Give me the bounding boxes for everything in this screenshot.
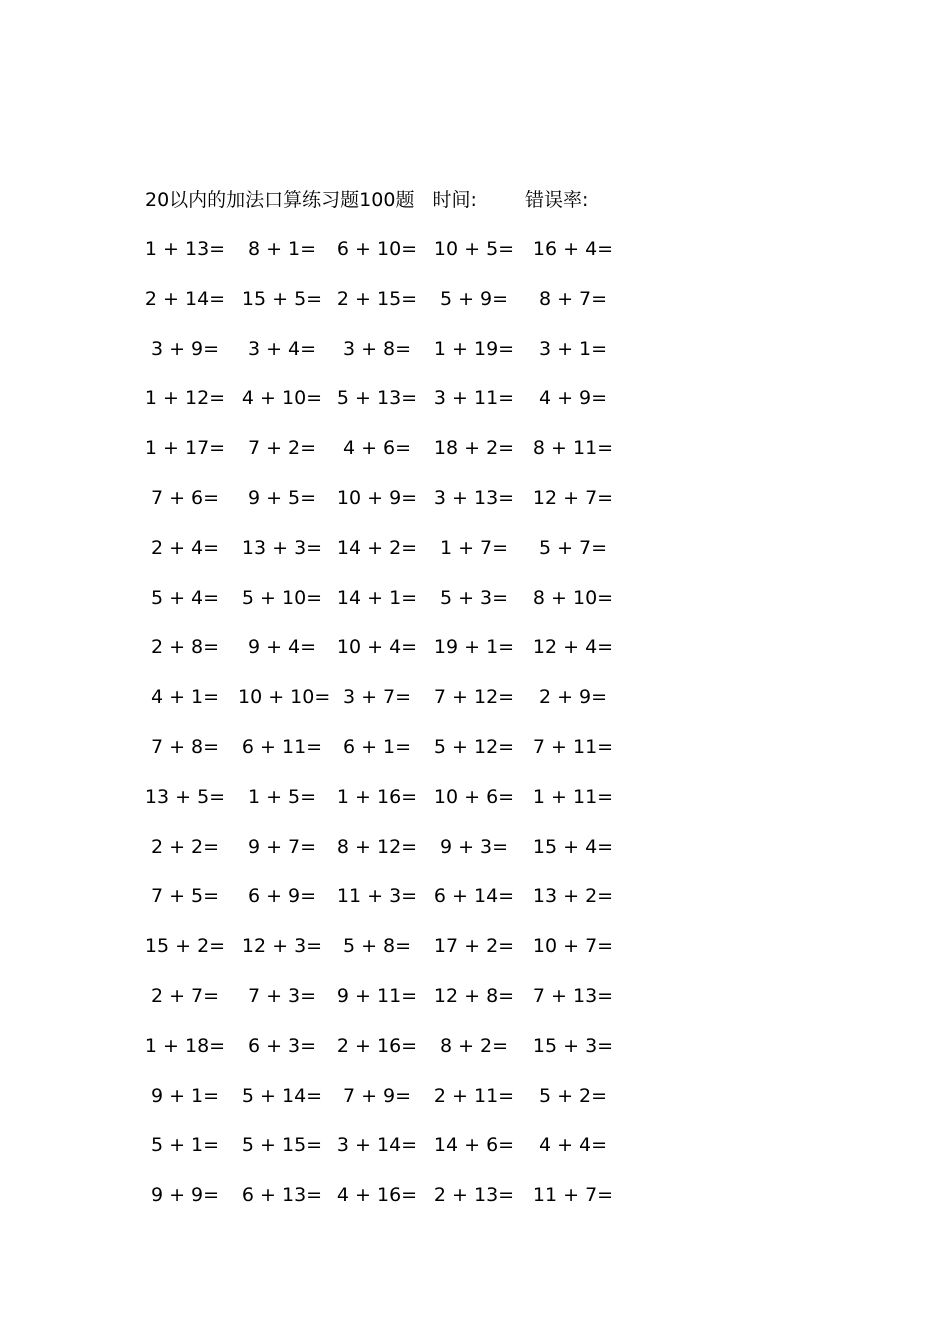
problem-item: 1 + 5=	[247, 785, 317, 808]
problem-item: 3 + 13=	[433, 486, 515, 509]
problem-item: 3 + 7=	[342, 686, 412, 709]
problem-item: 13 + 5=	[144, 785, 226, 808]
problem-item: 7 + 2=	[247, 437, 317, 460]
problem-item: 6 + 9=	[247, 885, 317, 908]
problem-row	[141, 284, 621, 334]
problem-item: 7 + 12=	[433, 686, 515, 709]
problem-item: 7 + 6=	[150, 486, 220, 509]
problem-row	[141, 981, 621, 1031]
problem-item: 5 + 4=	[150, 586, 220, 609]
problem-item: 5 + 15=	[241, 1134, 323, 1157]
problem-item: 5 + 14=	[241, 1084, 323, 1107]
problem-row	[141, 483, 621, 533]
problem-item: 3 + 9=	[150, 337, 220, 360]
problem-item: 8 + 11=	[532, 437, 614, 460]
problem-item: 8 + 12=	[336, 835, 418, 858]
problem-item: 7 + 8=	[150, 735, 220, 758]
problem-item: 5 + 8=	[342, 935, 412, 958]
problem-item: 1 + 12=	[144, 387, 226, 410]
problem-item: 5 + 1=	[150, 1134, 220, 1157]
problem-item: 2 + 16=	[336, 1034, 418, 1057]
problem-item: 3 + 4=	[247, 337, 317, 360]
problem-item: 14 + 2=	[336, 536, 418, 559]
problem-item: 6 + 14=	[433, 885, 515, 908]
problem-item: 8 + 2=	[439, 1034, 509, 1057]
problem-item: 7 + 9=	[342, 1084, 412, 1107]
problem-item: 3 + 14=	[336, 1134, 418, 1157]
problem-row	[141, 1081, 621, 1131]
problem-item: 2 + 9=	[538, 686, 608, 709]
problem-item: 2 + 15=	[336, 287, 418, 310]
problem-grid	[141, 234, 621, 1230]
problem-item: 5 + 2=	[538, 1084, 608, 1107]
problem-item: 1 + 11=	[532, 785, 614, 808]
problem-item: 4 + 9=	[538, 387, 608, 410]
problem-row	[141, 1180, 621, 1230]
problem-item: 9 + 9=	[150, 1184, 220, 1207]
problem-item: 15 + 2=	[144, 935, 226, 958]
problem-item: 4 + 10=	[241, 387, 323, 410]
problem-row	[141, 234, 621, 284]
problem-row	[141, 632, 621, 682]
problem-item: 11 + 3=	[336, 885, 418, 908]
worksheet-header	[145, 186, 588, 214]
problem-item: 1 + 17=	[144, 437, 226, 460]
problem-item: 13 + 3=	[241, 536, 323, 559]
problem-item: 5 + 10=	[241, 586, 323, 609]
problem-item: 17 + 2=	[433, 935, 515, 958]
problem-row	[141, 383, 621, 433]
worksheet-title: 20以内的加法口算练习题100题	[145, 189, 415, 211]
problem-item: 6 + 3=	[247, 1034, 317, 1057]
problem-item: 2 + 7=	[150, 984, 220, 1007]
problem-item: 10 + 7=	[532, 935, 614, 958]
problem-item: 9 + 5=	[247, 486, 317, 509]
problem-item: 18 + 2=	[433, 437, 515, 460]
problem-item: 3 + 8=	[342, 337, 412, 360]
problem-item: 1 + 19=	[433, 337, 515, 360]
problem-row	[141, 334, 621, 384]
problem-item: 4 + 6=	[342, 437, 412, 460]
problem-item: 9 + 3=	[439, 835, 509, 858]
problem-row	[141, 832, 621, 882]
problem-item: 2 + 13=	[433, 1184, 515, 1207]
problem-item: 15 + 5=	[241, 287, 323, 310]
problem-row	[141, 782, 621, 832]
problem-item: 10 + 5=	[433, 238, 515, 260]
problem-item: 1 + 13=	[144, 238, 226, 260]
problem-item: 4 + 4=	[538, 1134, 608, 1157]
problem-row	[141, 1031, 621, 1081]
problem-item: 16 + 4=	[532, 238, 614, 260]
problem-item: 6 + 10=	[336, 238, 418, 260]
problem-item: 15 + 4=	[532, 835, 614, 858]
problem-item: 2 + 11=	[433, 1084, 515, 1107]
error-rate-label: 错误率:	[524, 189, 589, 211]
problem-item: 7 + 11=	[532, 735, 614, 758]
problem-item: 9 + 7=	[247, 835, 317, 858]
problem-row	[141, 1130, 621, 1180]
problem-item: 9 + 1=	[150, 1084, 220, 1107]
problem-row	[141, 533, 621, 583]
problem-item: 12 + 3=	[241, 935, 323, 958]
problem-item: 5 + 3=	[439, 586, 509, 609]
problem-item: 2 + 2=	[150, 835, 220, 858]
problem-item: 14 + 6=	[433, 1134, 515, 1157]
problem-item: 10 + 9=	[336, 486, 418, 509]
problem-item: 4 + 1=	[150, 686, 220, 709]
problem-item: 8 + 7=	[538, 287, 608, 310]
problem-item: 10 + 4=	[336, 636, 418, 659]
problem-item: 19 + 1=	[433, 636, 515, 659]
problem-item: 7 + 3=	[247, 984, 317, 1007]
problem-item: 11 + 7=	[532, 1184, 614, 1207]
problem-item: 8 + 1=	[247, 238, 317, 260]
problem-row	[141, 931, 621, 981]
problem-item: 12 + 8=	[433, 984, 515, 1007]
problem-item: 9 + 11=	[336, 984, 418, 1007]
problem-row	[141, 881, 621, 931]
problem-item: 6 + 1=	[342, 735, 412, 758]
problem-item: 1 + 16=	[336, 785, 418, 808]
problem-item: 5 + 7=	[538, 536, 608, 559]
problem-item: 1 + 18=	[144, 1034, 226, 1057]
problem-item: 13 + 2=	[532, 885, 614, 908]
problem-item: 1 + 7=	[439, 536, 509, 559]
problem-row	[141, 682, 621, 732]
problem-item: 4 + 16=	[336, 1184, 418, 1207]
problem-item: 2 + 14=	[144, 287, 226, 310]
problem-item: 7 + 5=	[150, 885, 220, 908]
problem-item: 2 + 8=	[150, 636, 220, 659]
problem-row	[141, 732, 621, 782]
problem-item: 12 + 7=	[532, 486, 614, 509]
problem-item: 5 + 9=	[439, 287, 509, 310]
problem-item: 8 + 10=	[532, 586, 614, 609]
problem-row	[141, 433, 621, 483]
problem-item: 12 + 4=	[532, 636, 614, 659]
problem-item: 6 + 11=	[241, 735, 323, 758]
problem-item: 3 + 1=	[538, 337, 608, 360]
problem-item: 3 + 11=	[433, 387, 515, 410]
problem-item: 10 + 6=	[433, 785, 515, 808]
problem-item: 15 + 3=	[532, 1034, 614, 1057]
problem-item: 5 + 13=	[336, 387, 418, 410]
problem-item: 2 + 4=	[150, 536, 220, 559]
time-label: 时间:	[432, 189, 477, 211]
problem-item: 10 + 10=	[238, 686, 331, 709]
problem-item: 14 + 1=	[336, 586, 418, 609]
problem-item: 6 + 13=	[241, 1184, 323, 1207]
problem-item: 9 + 4=	[247, 636, 317, 659]
problem-row	[141, 583, 621, 633]
problem-item: 5 + 12=	[433, 735, 515, 758]
problem-item: 7 + 13=	[532, 984, 614, 1007]
